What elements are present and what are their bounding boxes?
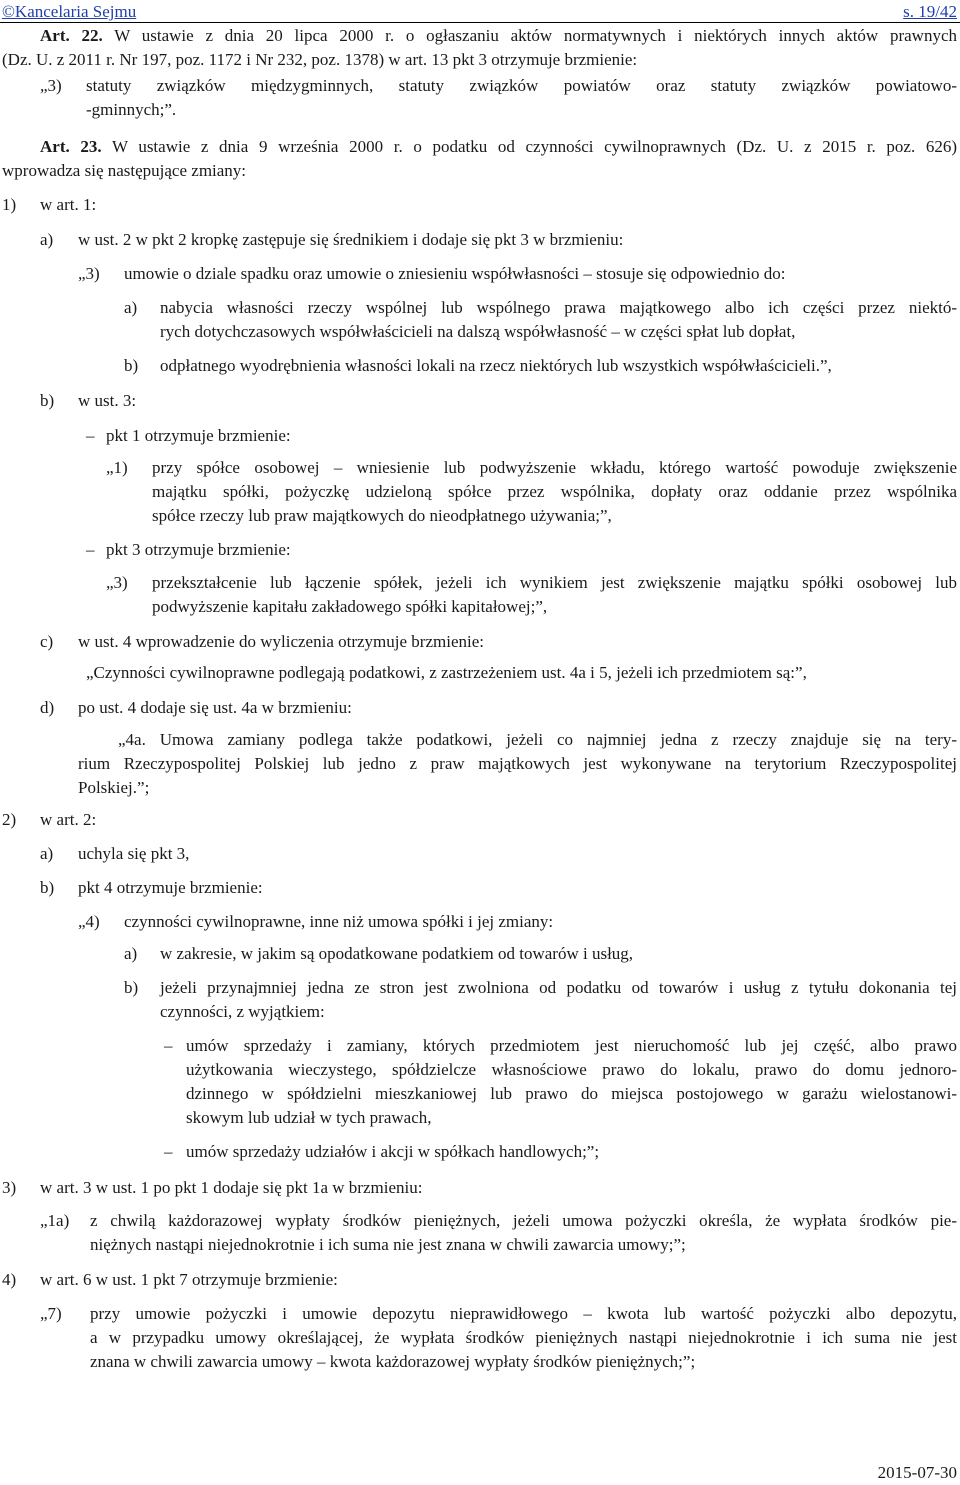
p1a-sub-b-line1: odpłatnego wyodrębnienia własności lokali na rzecz niektórych lub wszystkich współwłaścicieli.”, — [160, 356, 832, 375]
p2-dash2: – — [164, 1142, 173, 1161]
p2a-text: uchyla się pkt 3, — [78, 844, 190, 863]
art23-line2: wprowadza się następujące zmiany: — [2, 161, 247, 180]
p1b-text: w ust. 3: — [78, 391, 137, 410]
p1b-q1-line2: majątku spółki, pożyczkę udzieloną spółce przez wspólnika, dopłaty oraz oddanie przez wspólnika — [152, 482, 957, 501]
art22-item3-line1: statuty związków międzygminnych, statuty związków powiatów oraz statuty związków powiatowo- — [86, 76, 957, 95]
p2-dash1: – — [164, 1036, 173, 1055]
p1a-sub-b-letter: b) — [124, 356, 139, 375]
p2b-letter: b) — [40, 878, 55, 897]
p1b-q3-num: „3) — [106, 573, 128, 592]
p2b-text: pkt 4 otrzymuje brzmienie: — [78, 878, 263, 897]
art22-label: Art. 22. — [40, 26, 103, 45]
p1a-sub-a-letter: a) — [124, 298, 138, 317]
p4-q-line3: znana w chwili zawarcia umowy – kwota każdorazowej wypłaty środków pieniężnych;”; — [90, 1352, 696, 1371]
p3-num: 3) — [2, 1178, 17, 1197]
p4-q-line1: przy umowie pożyczki i umowie depozytu nieprawidłowego – kwota lub wartość pożyczki albo depozytu, — [90, 1304, 957, 1323]
p2-q4-num: „4) — [78, 912, 100, 931]
p2-d1-line1: umów sprzedaży i zamiany, których przedmiotem jest nieruchomość lub jej część, albo prawo — [186, 1036, 957, 1055]
p1a-quote-num: „3) — [78, 264, 100, 283]
p2-d1-line4: skowym lub udział w tych prawach, — [186, 1108, 432, 1127]
art23-text1: W ustawie z dnia 9 września 2000 r. o podatku od czynności cywilnoprawnych (Dz. U. z 2015 r. poz. 626) — [111, 137, 958, 156]
art23-line1 — [40, 135, 957, 158]
p2-d1-line3: dzinnego w spółdzielni mieszkaniowej lub prawo do miejsca postojowego w garażu wielostanowi- — [186, 1084, 957, 1103]
p1c-quote: „Czynności cywilnoprawne podlegają podatkowi, z zastrzeżeniem ust. 4a i 5, jeżeli ich przedmiotem są:”, — [86, 663, 807, 682]
p1b-q1-line3: spółce rzeczy lub praw majątkowych do nieodpłatnego używania;”, — [152, 506, 612, 525]
p2-qb-line1: jeżeli przynajmniej jedna ze stron jest zwolniona od podatku od towarów i usług z tytułu dokonania tej — [160, 978, 957, 997]
p4-q-num: „7) — [40, 1304, 62, 1323]
art22-line2: (Dz. U. z 2011 r. Nr 197, poz. 1172 i Nr 232, poz. 1378) w art. 13 pkt 3 otrzymuje brzmienie: — [2, 50, 638, 69]
p1b-pkt3-intro: pkt 3 otrzymuje brzmienie: — [106, 540, 291, 559]
p1-text: w art. 1: — [40, 195, 97, 214]
p1d-letter: d) — [40, 698, 55, 717]
art22-item3-line2: -gminnych;”. — [86, 100, 177, 119]
p1d-line3: Polskiej.”; — [78, 778, 150, 797]
p2-text: w art. 2: — [40, 810, 97, 829]
page-header — [0, 0, 960, 23]
p1a-sub-a-line1: nabycia własności rzeczy wspólnej lub wspólnego prawa majątkowego albo ich części przez niektó- — [160, 298, 957, 317]
p2-qa-letter: a) — [124, 944, 138, 963]
p1a-sub-a-line2: rych dotychczasowych współwłaścicieli na dalszą współwłasność – w części spłat lub dopłat, — [160, 322, 796, 341]
p1d-line2: rium Rzeczypospolitej Polskiej lub jedno z praw majątkowych jest wykonywane na terytorium Rzeczypospolitej — [78, 754, 957, 773]
p1b-q3-line2: podwyższenie kapitału zakładowego spółki kapitałowej;”, — [152, 597, 548, 616]
art22-line1 — [40, 24, 957, 47]
p4-num: 4) — [2, 1270, 17, 1289]
p1a-text: w ust. 2 w pkt 2 kropkę zastępuje się średnikiem i dodaje się pkt 3 w brzmieniu: — [78, 230, 624, 249]
p1d-text: po ust. 4 dodaje się ust. 4a w brzmieniu: — [78, 698, 352, 717]
p2-q4-text: czynności cywilnoprawne, inne niż umowa spółki i jej zmiany: — [124, 912, 554, 931]
p1c-text: w ust. 4 wprowadzenie do wyliczenia otrzymuje brzmienie: — [78, 632, 484, 651]
p2-qb-line2: czynności, z wyjątkiem: — [160, 1002, 325, 1021]
footer-date: 2015-07-30 — [877, 1463, 957, 1482]
p3-q-num: „1a) — [40, 1211, 70, 1230]
p1a-letter: a) — [40, 230, 54, 249]
p1b-pkt1-intro: pkt 1 otrzymuje brzmienie: — [106, 426, 291, 445]
art22-item3-num: „3) — [40, 76, 62, 95]
p4-q-line2: a w przypadku umowy określającej, że wypłata środków pieniężnych nastąpi niejednokrotnie i ich suma nie jest — [90, 1328, 957, 1347]
p2-qb-letter: b) — [124, 978, 139, 997]
p2a-letter: a) — [40, 844, 54, 863]
p2-d2-line1: umów sprzedaży udziałów i akcji w spółkach handlowych;”; — [186, 1142, 600, 1161]
p1c-letter: c) — [40, 632, 54, 651]
p1b-letter: b) — [40, 391, 55, 410]
p2-num: 2) — [2, 810, 17, 829]
p1a-quote-text: umowie o dziale spadku oraz umowie o zniesieniu współwłasności – stosuje się odpowiednio do: — [124, 264, 786, 283]
art22-text1: W ustawie z dnia 20 lipca 2000 r. o ogłaszaniu aktów normatywnych i niektórych innych aktów prawnych — [114, 26, 958, 45]
page-number-link[interactable]: s. 19/42 — [903, 2, 957, 21]
p1d-line1: „4a. Umowa zamiany podlega także podatkowi, jeżeli co najmniej jedna z rzeczy znajduje się na tery- — [118, 730, 957, 749]
copyright-link[interactable]: ©Kancelaria Sejmu — [2, 2, 137, 21]
p1b-dash2: – — [86, 540, 95, 559]
p1b-q3-line1: przekształcenie lub łączenie spółek, jeżeli ich wynikiem jest zwiększenie majątku spółki osobowej lub — [152, 573, 957, 592]
p3-q-line1: z chwilą każdorazowej wypłaty środków pieniężnych, jeżeli umowa pożyczki określa, że wypłata środków pie- — [90, 1211, 957, 1230]
p1b-q1-num: „1) — [106, 458, 128, 477]
p4-text: w art. 6 w ust. 1 pkt 7 otrzymuje brzmienie: — [40, 1270, 338, 1289]
p2-d1-line2: użytkowania wieczystego, spółdzielcze własnościowe prawo do lokalu, prawo do domu jednoro- — [186, 1060, 957, 1079]
p3-q-line2: niężnych nastąpi niejednokrotnie i ich suma nie jest znana w chwili zawarcia umowy;”; — [90, 1235, 686, 1254]
p1b-dash1: – — [86, 426, 95, 445]
p3-text: w art. 3 w ust. 1 po pkt 1 dodaje się pkt 1a w brzmieniu: — [40, 1178, 423, 1197]
art23-label: Art. 23. — [40, 137, 102, 156]
p1-num: 1) — [2, 195, 17, 214]
p1b-q1-line1: przy spółce osobowej – wniesienie lub podwyższenie wkładu, którego wartość powoduje zwiększenie — [152, 458, 957, 477]
p2-qa-text: w zakresie, w jakim są opodatkowane podatkiem od towarów i usług, — [160, 944, 634, 963]
